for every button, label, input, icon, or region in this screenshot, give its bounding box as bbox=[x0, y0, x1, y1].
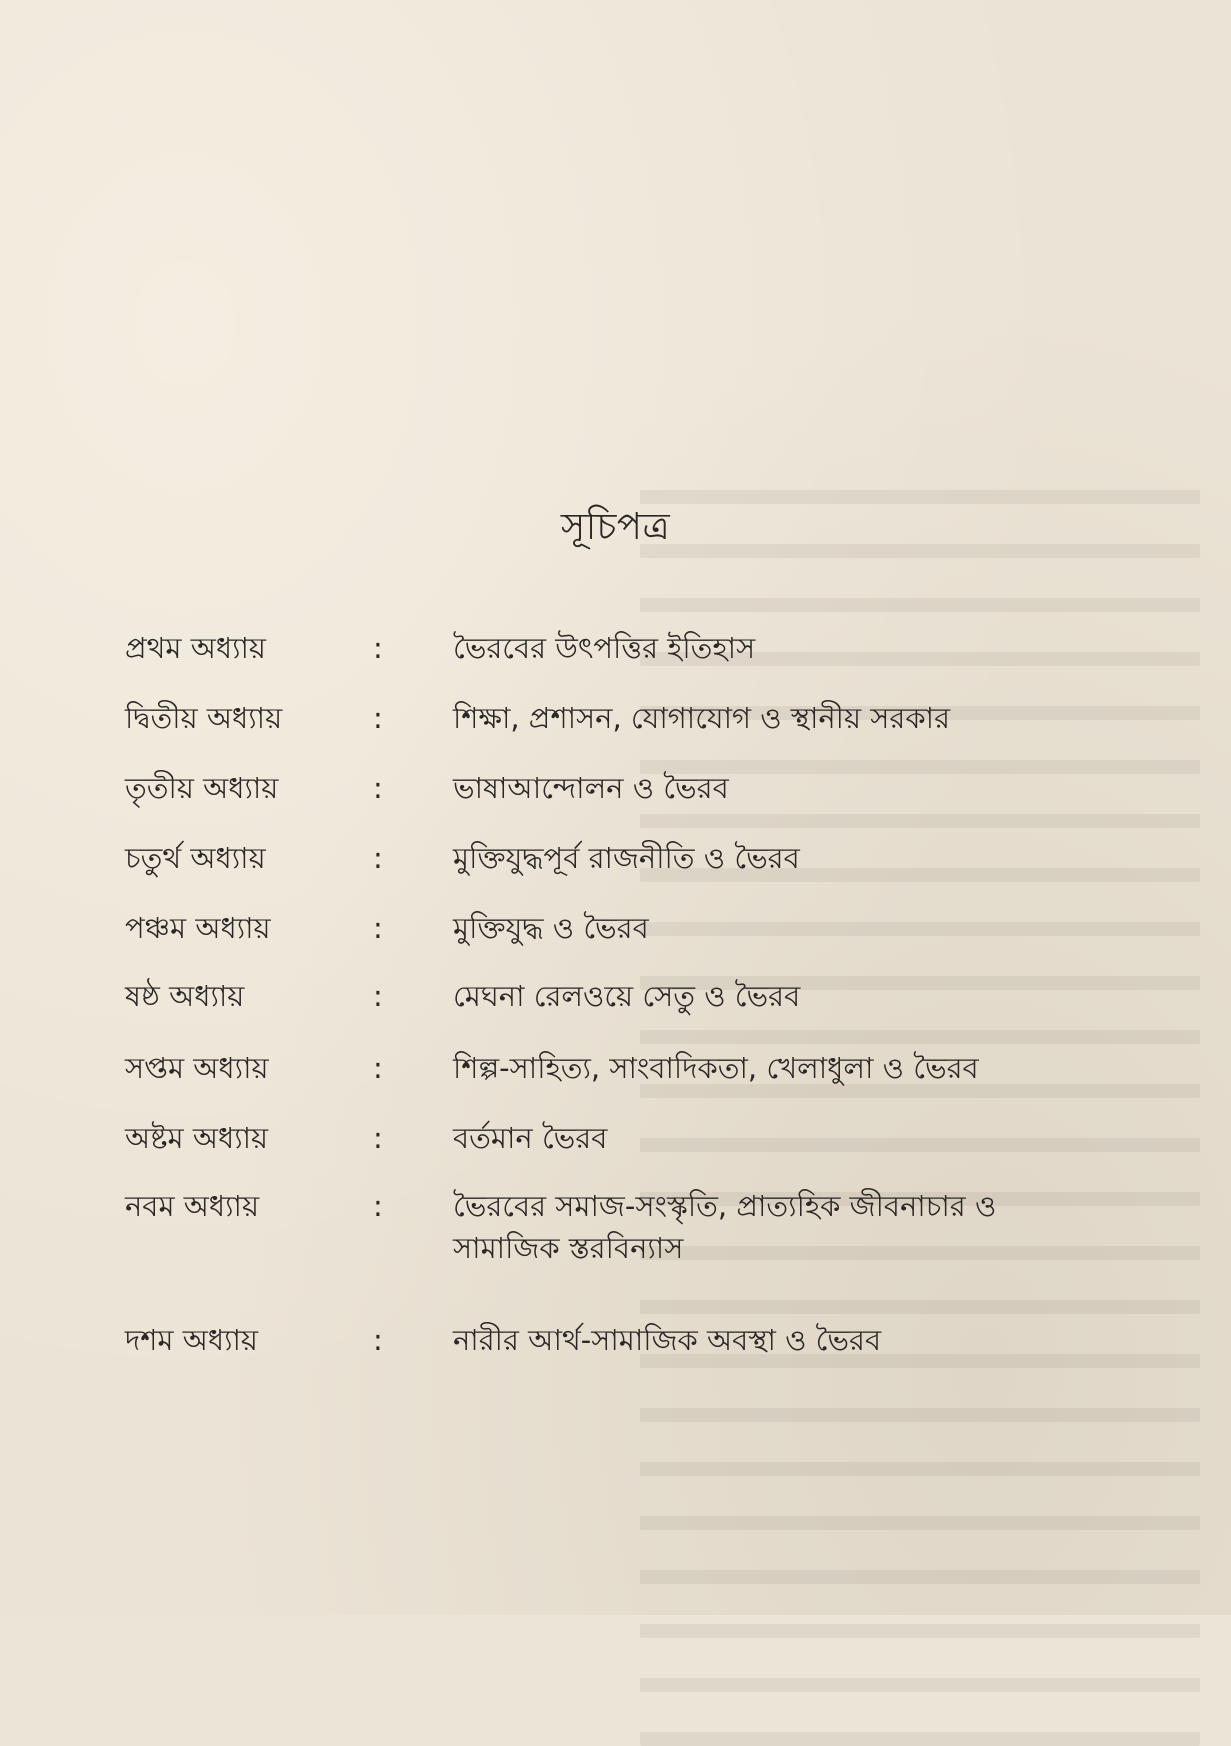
show-through-text bbox=[640, 450, 1200, 1600]
chapter-number: চতুর্থ অধ্যায় bbox=[125, 841, 266, 875]
chapter-number: দশম অধ্যায় bbox=[125, 1323, 258, 1357]
chapter-title: মুক্তিযুদ্ধ ও ভৈরব bbox=[453, 911, 649, 945]
chapter-number: প্রথম অধ্যায় bbox=[125, 631, 267, 665]
separator-colon: : bbox=[373, 1051, 383, 1085]
separator-colon: : bbox=[373, 1121, 383, 1155]
separator-colon: : bbox=[373, 771, 383, 805]
separator-colon: : bbox=[373, 701, 383, 735]
chapter-number: নবম অধ্যায় bbox=[125, 1189, 260, 1223]
separator-colon: : bbox=[373, 911, 383, 945]
separator-colon: : bbox=[373, 979, 383, 1013]
chapter-title: শিক্ষা, প্রশাসন, যোগাযোগ ও স্থানীয় সরকার bbox=[453, 701, 951, 735]
separator-colon: : bbox=[373, 841, 383, 875]
chapter-number: দ্বিতীয় অধ্যায় bbox=[125, 701, 283, 735]
chapter-title: ভৈরবের সমাজ-সংস্কৃতি, প্রাত্যহিক জীবনাচার ও bbox=[453, 1189, 997, 1223]
chapter-title: মুক্তিযুদ্ধপূর্ব রাজনীতি ও ভৈরব bbox=[453, 841, 800, 875]
separator-colon: : bbox=[373, 631, 383, 665]
chapter-title: শিল্প-সাহিত্য, সাংবাদিকতা, খেলাধুলা ও ভৈরব bbox=[453, 1051, 979, 1085]
chapter-title: ভৈরবের উৎপত্তির ইতিহাস bbox=[453, 631, 756, 665]
separator-colon: : bbox=[373, 1189, 383, 1223]
page-title: সূচিপত্র bbox=[560, 505, 671, 548]
chapter-number: সপ্তম অধ্যায় bbox=[125, 1051, 269, 1085]
chapter-number: পঞ্চম অধ্যায় bbox=[125, 911, 271, 945]
chapter-number: ষষ্ঠ অধ্যায় bbox=[125, 979, 245, 1013]
chapter-title: ভাষাআন্দোলন ও ভৈরব bbox=[453, 771, 729, 805]
chapter-title: বর্তমান ভৈরব bbox=[453, 1121, 608, 1155]
chapter-number: অষ্টম অধ্যায় bbox=[125, 1121, 269, 1155]
chapter-title: মেঘনা রেলওয়ে সেতু ও ভৈরব bbox=[453, 979, 801, 1013]
separator-colon: : bbox=[373, 1323, 383, 1357]
chapter-title-continuation: সামাজিক স্তরবিন্যাস bbox=[453, 1231, 684, 1265]
chapter-number: তৃতীয় অধ্যায় bbox=[125, 771, 279, 805]
chapter-title: নারীর আর্থ-সামাজিক অবস্থা ও ভৈরব bbox=[453, 1323, 882, 1357]
